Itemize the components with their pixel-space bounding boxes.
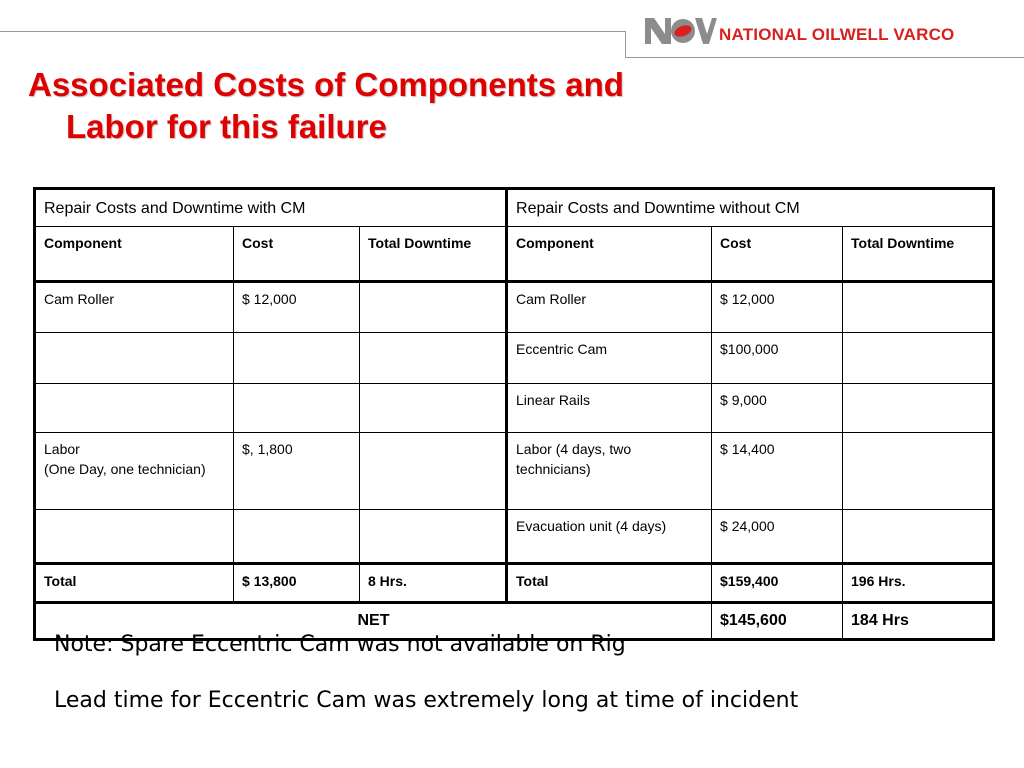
header-rule-step [625,31,626,57]
table-cell: $ 12,000 [234,282,360,333]
cost-comparison-table [33,187,995,641]
net-downtime: 184 Hrs [843,603,994,640]
title-line-2: Labor for this failure [66,108,387,145]
table-section-header-row [35,189,994,227]
table-cell [234,384,360,433]
company-logo [645,14,1020,48]
table-cell: Cam Roller [35,282,234,333]
header-rule-right [625,57,1024,58]
table-row [35,384,994,433]
total-cost-without-cm: $159,400 [712,564,843,603]
table-cell: $ 12,000 [712,282,843,333]
table-cell [35,510,234,564]
column-header: Cost [712,227,843,282]
table-total-row [35,564,994,603]
table-cell: $ 9,000 [712,384,843,433]
table-cell: $, 1,800 [234,433,360,510]
table-column-header-row [35,227,994,282]
table-cell: Eccentric Cam [507,333,712,384]
table-cell [843,510,994,564]
slide-title [28,64,928,148]
note-spare-cam: Note: Spare Eccentric Cam was not available on Rig [54,632,626,657]
table-cell [360,384,507,433]
table-cell [234,510,360,564]
section-with-cm: Repair Costs and Downtime with CM [35,189,507,227]
table-cell: Linear Rails [507,384,712,433]
table-cell [843,282,994,333]
table-cell [234,333,360,384]
table-cell [35,384,234,433]
table-row [35,282,994,333]
title-line-1: Associated Costs of Components and [28,66,624,103]
table-cell [843,384,994,433]
table-cell [843,333,994,384]
table-cell: $ 24,000 [712,510,843,564]
table-row [35,333,994,384]
column-header: Total Downtime [360,227,507,282]
column-header: Component [35,227,234,282]
total-label: Total [507,564,712,603]
header-rule [0,31,625,32]
note-lead-time: Lead time for Eccentric Cam was extremely long at time of incident [54,688,799,713]
column-header: Component [507,227,712,282]
total-downtime-without-cm: 196 Hrs. [843,564,994,603]
table-row [35,510,994,564]
table-cell: $ 14,400 [712,433,843,510]
table-cell: $100,000 [712,333,843,384]
total-label: Total [35,564,234,603]
total-downtime-with-cm: 8 Hrs. [360,564,507,603]
nov-logo-icon [645,14,717,48]
table-cell: Labor (One Day, one technician) [35,433,234,510]
total-cost-with-cm: $ 13,800 [234,564,360,603]
net-label: NET [35,603,712,640]
table-cell [35,333,234,384]
table-cell [360,433,507,510]
table-cell: Labor (4 days, two technicians) [507,433,712,510]
table-cell: Cam Roller [507,282,712,333]
table-cell [360,510,507,564]
column-header: Cost [234,227,360,282]
table-cell: Evacuation unit (4 days) [507,510,712,564]
section-without-cm: Repair Costs and Downtime without CM [507,189,994,227]
column-header: Total Downtime [843,227,994,282]
company-name: NATIONAL OILWELL VARCO [719,25,955,44]
net-cost: $145,600 [712,603,843,640]
table-cell [360,333,507,384]
table-row [35,433,994,510]
table-cell [843,433,994,510]
table-cell [360,282,507,333]
